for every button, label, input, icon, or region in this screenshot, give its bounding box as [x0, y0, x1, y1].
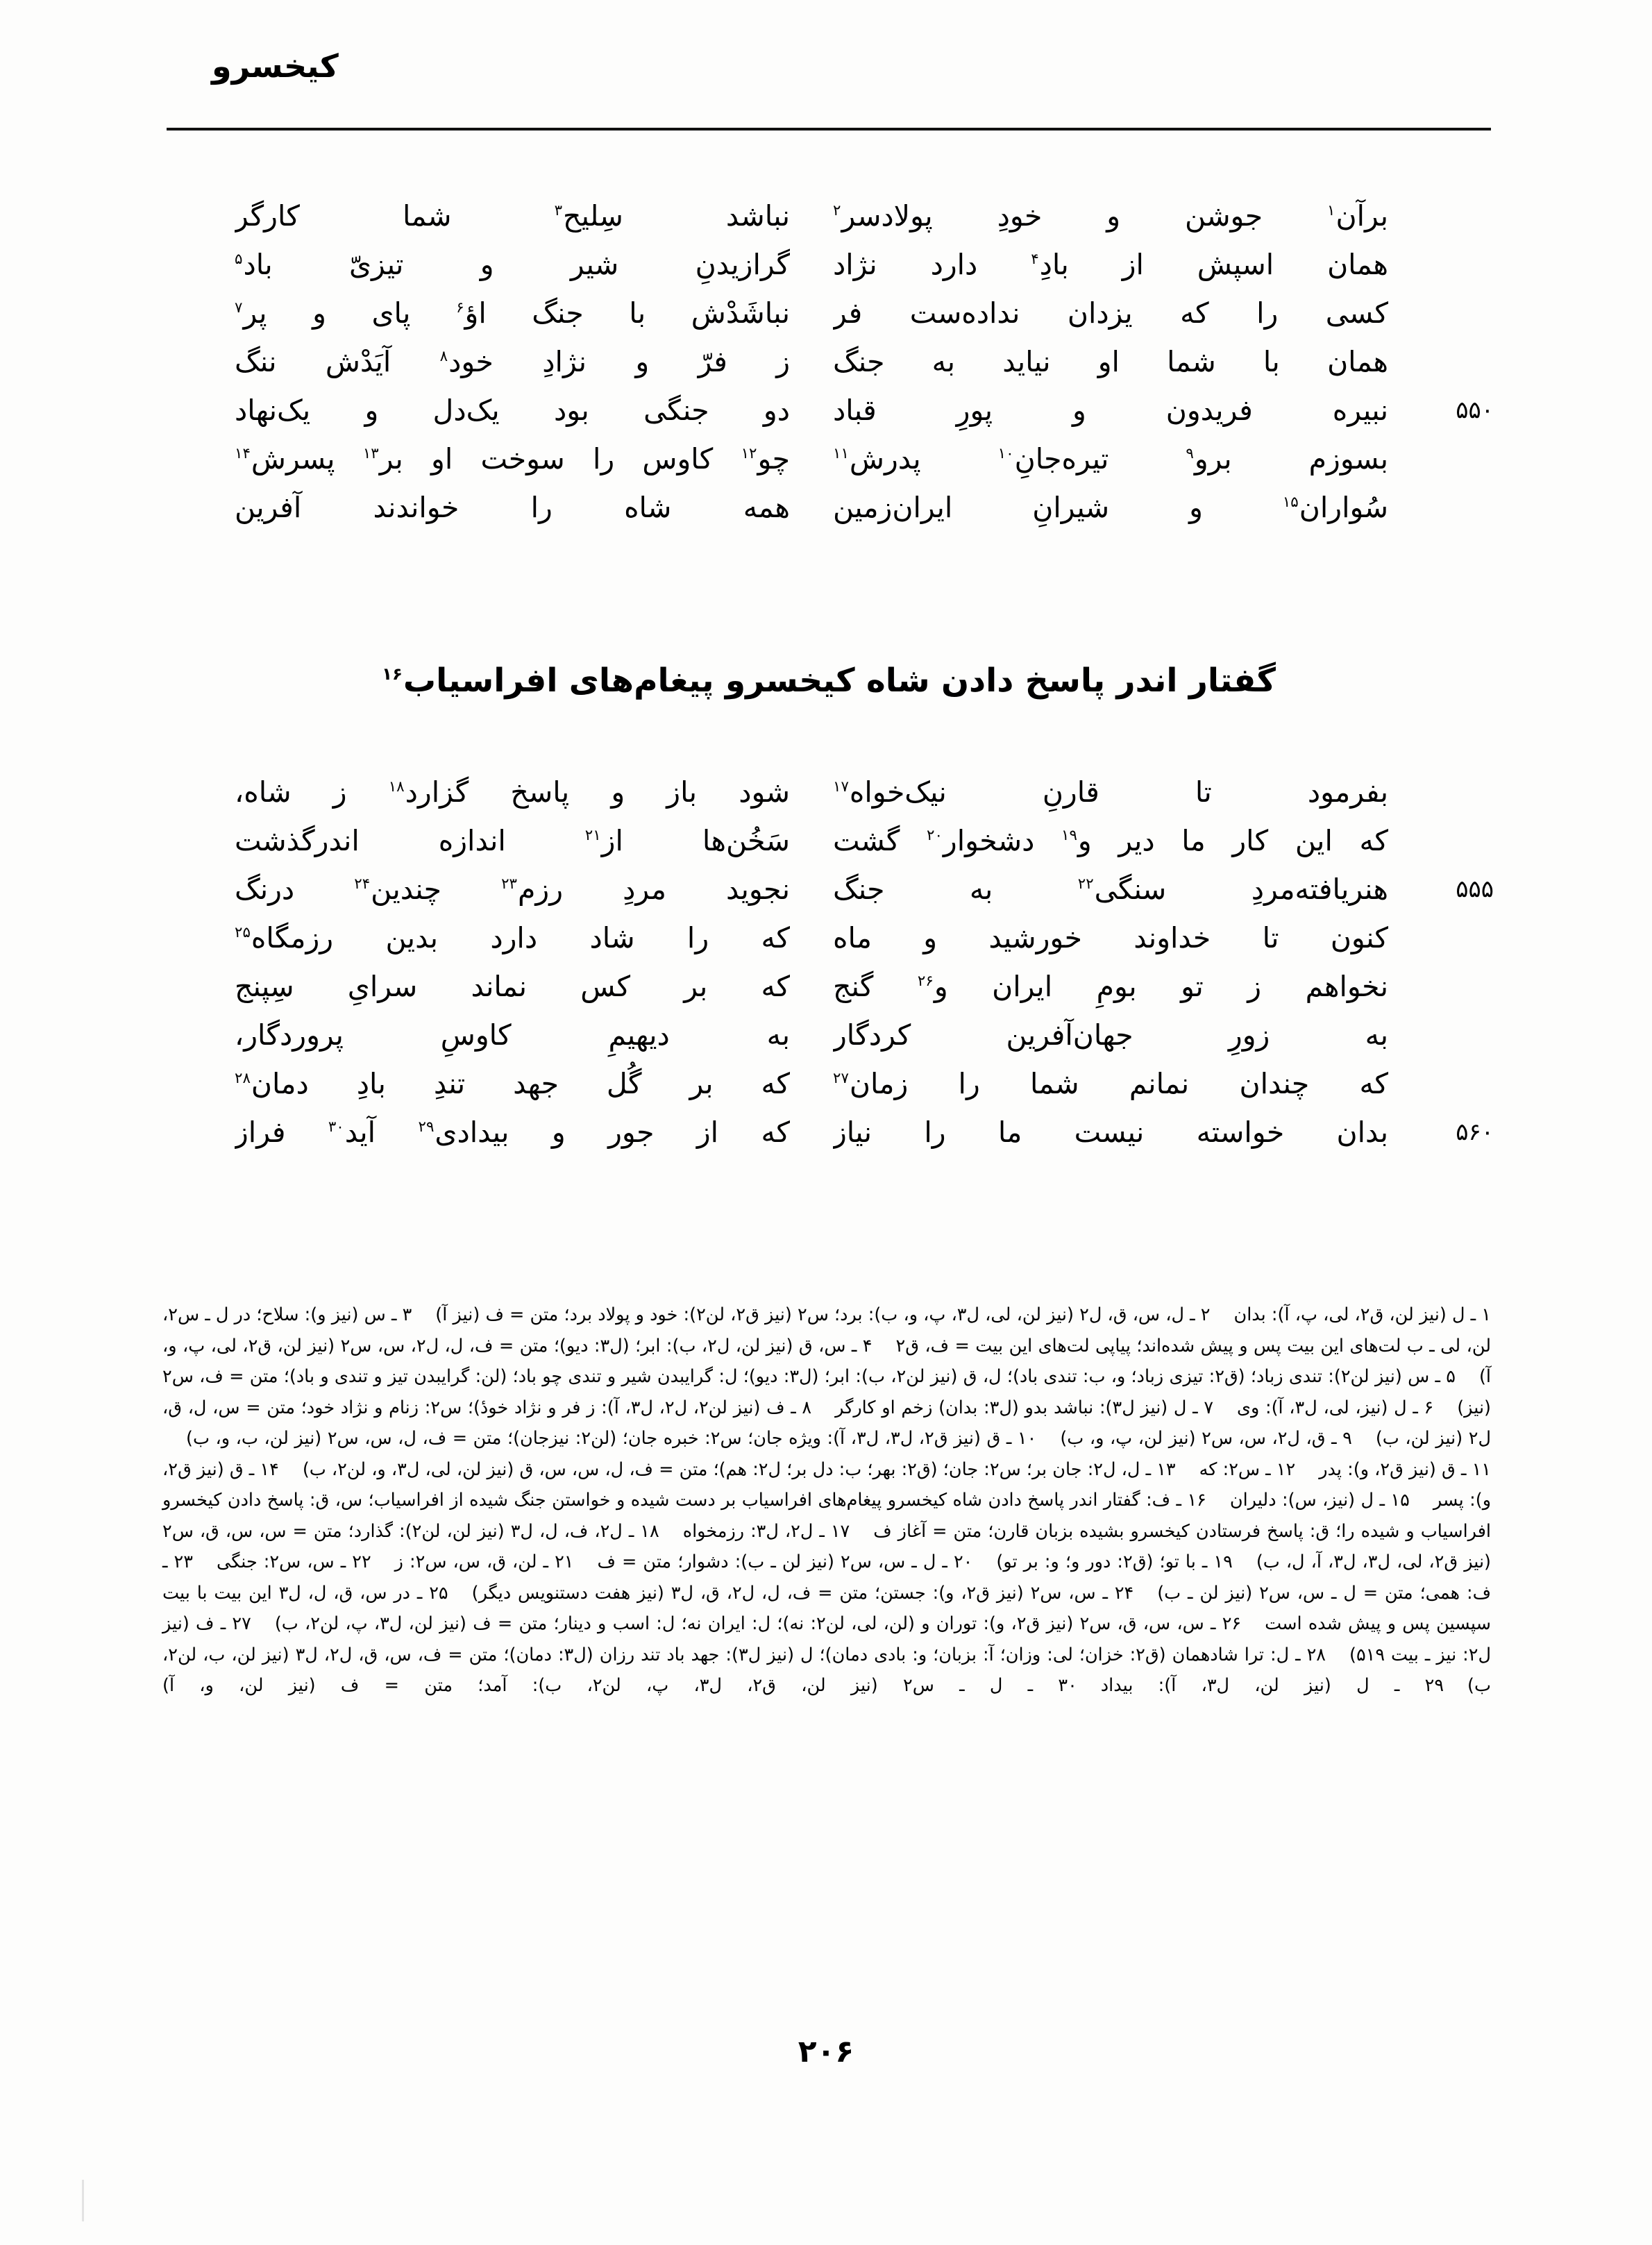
hemistich-left — [235, 914, 790, 962]
hemistich-text: که این کار ما دیر و — [1077, 824, 1388, 857]
couplet-row — [167, 386, 1494, 435]
couplet-row — [167, 483, 1491, 532]
hemistich-text: نجوید مردِ رزم — [518, 873, 790, 906]
footnote-marker: ۵ — [235, 251, 243, 269]
footnote-marker: ۲۹ — [418, 1118, 435, 1136]
hemistich-right — [833, 816, 1388, 865]
hemistich-text: که بر گُل جهد تندِ بادِ دمان — [251, 1067, 790, 1100]
verse-number: ۵۵۰ — [1456, 396, 1494, 424]
footnote-marker: ۱۸ — [388, 778, 405, 796]
footnote-marker: ۹ — [1186, 445, 1194, 463]
couplet-row — [167, 962, 1491, 1011]
footnote-marker: ۲۸ — [235, 1070, 251, 1088]
running-head-container — [160, 49, 1492, 84]
hemistich-text: گشت — [833, 824, 927, 857]
section-heading-text: گفتار اندر پاسخ دادن شاه کیخسرو پیغام‌های افراسیاب — [403, 662, 1276, 700]
footnote-marker: ۲۱ — [584, 827, 601, 845]
footnote-gap — [193, 1547, 217, 1578]
hemistich-text: نباشَدْش با جنگ اؤ — [464, 296, 790, 330]
hemistich-text: بسوزم برو — [1194, 442, 1388, 476]
couplet-row — [167, 865, 1494, 914]
footnote-marker: ۱۰ — [997, 445, 1014, 463]
footnote-gap — [1213, 1393, 1237, 1424]
hemistich-text: دشخوار — [943, 824, 1061, 857]
footnote-entry: ۲ ـ ل، س، ق، ل۲ (نیز لن، لی، ل۳، پ، و، ب): برد؛ س۲ (نیز ق۲، لن۲): خود و پولاد برد؛ متن = ف (نیز آ) — [435, 1304, 1211, 1325]
footnote-marker: ۷ — [235, 299, 243, 317]
footnote-entry: ۱ ـ ل (نیز لن، ق۲، لی، پ، آ): بدان — [1233, 1304, 1491, 1325]
hemistich-right — [833, 289, 1388, 337]
hemistich-text: نباشد سِلیح — [563, 199, 790, 233]
verse-block-1 — [167, 192, 1494, 532]
hemistich-text: همه شاه را خواندند آفرین — [235, 491, 790, 524]
couplet-row — [167, 1108, 1494, 1157]
footnote-entry: ۱۳ ـ ل، ل۲: جان بر؛ س۲: جان؛ (ق۲: بهر؛ ب: دل بر؛ ل۲: هم)؛ متن = ف، ل، س، س، ق (نیز لن، لی، ل۳، و، لن۲، ب) — [302, 1458, 1176, 1480]
hemistich-right — [833, 192, 1388, 240]
hemistich-left — [235, 192, 790, 240]
footnote-marker: ۱۷ — [833, 778, 849, 796]
footnote-marker: ۱۱ — [833, 445, 849, 463]
couplet-row — [167, 1011, 1491, 1059]
footnote-gap — [448, 1578, 472, 1609]
footnote-entry: ۱۱ ـ ق (نیز ق۲، و): پدر — [1319, 1458, 1491, 1480]
hemistich-text: کاوس را سوخت او بر — [379, 442, 741, 476]
footnote-marker: ۱۵ — [1282, 494, 1299, 512]
footnote-gap — [850, 1516, 873, 1547]
verse-block-2 — [167, 768, 1494, 1157]
footnote-entry: ۶ ـ ل (نیز، لی، ل۳، آ): وی — [1237, 1397, 1434, 1418]
hemistich-right — [833, 337, 1388, 386]
hemistich-text: کنون تا خداوند خورشید و ماه — [833, 921, 1388, 955]
footnote-marker: ۱ — [1327, 202, 1335, 220]
footnote-entry: ۱۲ ـ س۲: که — [1199, 1458, 1296, 1480]
hemistich-text: نخواهم ز تو بومِ ایران و — [934, 970, 1388, 1003]
hemistich-text: پسرش — [251, 442, 363, 476]
hemistich-left — [235, 240, 790, 289]
footnote-gap — [811, 1393, 835, 1424]
footnote-entry: ۳۰ ـ ل ـ س۲ (نیز لن، ق۲، ل۳، پ، لن۲، ب): آمد؛ متن = ف (نیز لن، و، آ) — [162, 1675, 1077, 1696]
footnote-entry: ۲۶ ـ س، س، ق، س۲ (نیز ق۲، و): توران و (لن، لی، لن۲: نه)؛ ل: ایران نه؛ ل: اسب و دینار؛ متن = ف (نیز لن، ل۳، پ، لن۲، ب) — [274, 1613, 1242, 1634]
footnote-gap — [1210, 1300, 1233, 1331]
footnote-gap — [573, 1547, 597, 1578]
footnote-entry: ۲۸ ـ ل: ترا شادهمان (ق۲: خزان؛ لی: وزان؛ آ: بزبان؛ و: بادی دمان)؛ ل (نیز ل۳): جهد باد تند رزان (ل۳: دمان)؛ متن = ف، س، ق، ل۲، ل۳ (نیز لن، ب، لن۲، ب) — [162, 1644, 1491, 1696]
footnote-entry: ۱۷ ـ ل۲، ل۳: رزمخواه — [682, 1520, 850, 1542]
footnote-marker: ۲ — [833, 202, 841, 220]
hemistich-left — [235, 1059, 790, 1108]
hemistich-right — [833, 1059, 1388, 1108]
hemistich-left — [235, 386, 790, 435]
footnote-marker: ۲۳ — [501, 875, 518, 893]
footnote-marker: ۱۴ — [235, 445, 251, 463]
hemistich-left — [235, 289, 790, 337]
hemistich-text: دارد نژاد — [833, 248, 1031, 281]
section-heading-footnote-marker: ۱۶ — [382, 664, 403, 684]
hemistich-text: همان با شما او نیاید به جنگ — [833, 345, 1388, 378]
hemistich-text: درنگ — [235, 873, 355, 906]
hemistich-right — [833, 865, 1388, 914]
hemistich-text: برآن — [1335, 199, 1388, 233]
footnote-gap — [1077, 1670, 1101, 1701]
scan-edge-artifact — [82, 2180, 84, 2221]
hemistich-text: دو جنگی بود یک‌دل و یک‌نهاد — [235, 394, 790, 427]
hemistich-text: بدان خواسته نیست ما را نیاز — [833, 1116, 1388, 1149]
footnote-marker: ۶ — [456, 299, 464, 317]
footnote-entry: ۱۸ ـ ل۲، ف، ل، ل۳ (نیز لن، لن۲): گذارد؛ متن = س، س، ق، س۲ (نیز ق۲، لی، ل۳، ل۳، آ، ل، ب) — [162, 1520, 1492, 1572]
footnote-apparatus — [162, 1300, 1491, 1701]
footnote-entry: ۷ ـ ل (نیز ل۳): نباشد بدو (ل۳: بدان) زخم او کارگر — [835, 1397, 1214, 1418]
footnote-gap — [162, 1423, 186, 1454]
couplet-row — [167, 240, 1491, 289]
footnote-gap — [1295, 1454, 1319, 1486]
footnote-entry: ۴ ـ س، ق (نیز لن، ل۲، ب): ابر؛ (ل۳: دیو)؛ متن = ف، ل، ل۲، س، س۲ (نیز لن، ق۲، لی، پ، و، آ) — [162, 1335, 1491, 1387]
hemistich-text: ز فرّ و نژادِ خود — [448, 345, 790, 378]
footnote-marker: ۲۶ — [917, 973, 934, 991]
hemistich-text: آید — [344, 1116, 419, 1149]
footnote-entry: ۲۷ ـ ف (نیز ل۲: نیز ـ بیت ۵۱۹) — [162, 1613, 1492, 1665]
footnote-entry: ۲۳ ـ ف: همی؛ متن = ل ـ س، س۲ (نیز لن ـ ب) — [162, 1552, 1492, 1604]
footnote-entry: ۲۴ ـ س، س۲ (نیز ق۲، و): جستن؛ متن = ف، ل، ل۲، ق، ل۳ (نیز هفت دستنویس دیگر) — [471, 1582, 1134, 1604]
hemistich-text: همان اسپش از بادِ — [1039, 248, 1388, 281]
hemistich-text: به جنگ — [833, 873, 1078, 906]
header-divider-rule — [167, 128, 1491, 131]
couplet-row — [167, 768, 1491, 816]
hemistich-text: فراز — [235, 1116, 328, 1149]
hemistich-right — [833, 386, 1388, 435]
hemistich-text: جوشن و خودِ پولادسر — [841, 199, 1327, 233]
hemistich-text: نبیره فریدون و پورِ قباد — [833, 394, 1388, 427]
hemistich-text: شود باز و پاسخ گزارد — [405, 775, 790, 809]
footnote-marker: ۲۰ — [927, 827, 943, 845]
hemistich-text: شما کارگر — [235, 199, 555, 233]
hemistich-right — [833, 435, 1388, 483]
couplet-row — [167, 816, 1491, 865]
footnote-entry: ۱۵ ـ ل (نیز، س): دلیران — [1229, 1490, 1410, 1511]
section-heading — [167, 661, 1491, 702]
footnote-gap — [659, 1516, 683, 1547]
footnote-gap — [279, 1454, 303, 1486]
footnote-gap — [1433, 1393, 1457, 1424]
footnote-marker: ۱۹ — [1061, 827, 1077, 845]
hemistich-text: آیَدْش ننگ — [235, 345, 440, 378]
hemistich-text: اندازه اندرگذشت — [235, 824, 585, 857]
footnote-gap — [1241, 1608, 1265, 1640]
hemistich-text: بفرمود تا قارنِ نیک‌خواه — [849, 775, 1388, 809]
footnote-gap — [1176, 1454, 1199, 1486]
footnote-gap — [371, 1547, 395, 1578]
footnote-entry: ۳ ـ س (نیز و): سلاح؛ در ل ـ س۲، لن، لی ـ ب لت‌های این بیت پس و پیش شده‌اند؛ پیاپی لت‌های این بیت = ف، ق۲ — [162, 1304, 1491, 1356]
footnote-gap — [1410, 1485, 1433, 1516]
hemistich-right — [833, 962, 1388, 1011]
footnote-marker: ۳ — [554, 202, 563, 220]
hemistich-text: به دیهیمِ کاوسِ پروردگار، — [235, 1018, 790, 1052]
footnote-entry: ۹ ـ ق، ل۲، س، س۲ (نیز لن، پ، و، ب) — [1060, 1428, 1352, 1449]
hemistich-text: به زورِ جهان‌آفرین کردگار — [833, 1018, 1388, 1052]
footnote-marker: ۱۳ — [362, 445, 379, 463]
footnote-marker: ۲۲ — [1077, 875, 1094, 893]
hemistich-text: که چندان نمانم شما را زمان — [849, 1067, 1388, 1100]
footnote-gap — [1036, 1423, 1060, 1454]
footnote-entry: ۲۰ ـ ل ـ س، س۲ (نیز لن ـ ب): دشوار؛ متن = ف — [597, 1552, 973, 1572]
hemistich-right — [833, 768, 1388, 816]
footnote-entry: ۱۴ ـ ق (نیز ق۲، و): پسر — [162, 1458, 1492, 1511]
footnote-marker: ۲۷ — [833, 1070, 849, 1088]
hemistich-left — [235, 962, 790, 1011]
verse-number: ۵۶۰ — [1456, 1118, 1494, 1146]
footnote-marker: ۲۴ — [354, 875, 371, 893]
verse-number: ۵۵۵ — [1456, 875, 1494, 903]
footnote-gap — [1456, 1361, 1479, 1393]
hemistich-text: که از جور و بیدادی — [435, 1116, 790, 1149]
hemistich-right — [833, 483, 1388, 532]
footnote-gap — [1326, 1640, 1349, 1671]
footnote-entry: ۲۲ ـ س، س۲: جنگی — [216, 1552, 371, 1572]
footnote-entry: ۲۵ ـ در س، ق، ل، ل۳ این بیت با بیت سپسین پس و پیش شده است — [162, 1582, 1491, 1634]
footnote-entry: ۵ ـ س (نیز لن۲): تندی زباد؛ (ق۲: تیزی زباد؛ و، ب: تندی باد)؛ ل، ق (نیز لن۲، ب): ابر؛ (ل۳: دیو)؛ ل: گرایبدن شیر و تندی چو باد؛ (لن: گرایبدن تیز و تندی و باد)؛ متن = ف، س۲ (نیز) — [162, 1366, 1491, 1418]
footnote-marker: ۳۰ — [328, 1118, 344, 1136]
footnote-gap — [873, 1331, 896, 1362]
page-number: ۲۰۶ — [798, 2034, 854, 2069]
couplet-row — [167, 435, 1491, 483]
footnote-entry: ۲۱ ـ لن، ق، س، س۲: ز — [394, 1552, 574, 1572]
hemistich-text: تیره‌جانِ — [1014, 442, 1186, 476]
footnote-marker: ۱۲ — [741, 445, 757, 463]
hemistich-left — [235, 435, 790, 483]
hemistich-text: سَخُن‌ها از — [601, 824, 790, 857]
running-head-title: کیخسرو — [212, 47, 339, 85]
hemistich-text: که بر کس نماند سرایِ سِپنج — [235, 970, 790, 1003]
hemistich-left — [235, 816, 790, 865]
footnote-gap — [1233, 1547, 1256, 1578]
hemistich-left — [235, 337, 790, 386]
footnote-gap — [1352, 1423, 1376, 1454]
footnote-gap — [1206, 1485, 1230, 1516]
footnote-marker: ۸ — [439, 348, 448, 366]
footnote-marker: ۲۵ — [235, 924, 251, 942]
hemistich-text: گنج — [833, 970, 918, 1003]
hemistich-text: ز شاه، — [235, 775, 389, 809]
hemistich-text: و شیرانِ ایران‌زمین — [833, 491, 1283, 524]
footnote-gap — [412, 1300, 435, 1331]
hemistich-text: سُواران — [1299, 491, 1388, 524]
footnote-entry: ۱۶ ـ ف: گفتار اندر پاسخ دادن شاه کیخسرو پیغام‌های افراسیاب بر دست شیده و خواستن جنگ شیده از افراسیاب؛ س، ق: پاسخ دادن کیخسرو افراسیاب و شیده را؛ ق: پاسخ فرستادن کیخسرو بشیده بزبان قارن؛ متن = آغاز ف — [162, 1490, 1491, 1542]
hemistich-text: پدرش — [849, 442, 998, 476]
footnote-entry: ۱۰ ـ ق (نیز ق۲، ل۳، ل۳، آ): ویژه جان؛ س۲: خبره جان؛ (لن۲: نیزجان)؛ متن = ف، ل، س، س۲ (نیز لن، ب، و، ب) — [186, 1428, 1037, 1449]
couplet-row — [167, 1059, 1491, 1108]
footnote-entry: ۱۹ ـ با تو؛ (ق۲: دور و؛ و: بر تو) — [996, 1552, 1233, 1572]
hemistich-right — [833, 1108, 1388, 1157]
hemistich-text: چو — [757, 442, 790, 476]
couplet-row — [167, 337, 1491, 386]
couplet-row — [167, 192, 1491, 240]
footnote-gap — [251, 1608, 275, 1640]
footnote-marker: ۴ — [1031, 251, 1039, 269]
hemistich-text: گرازیدنِ شیر و تیزیّ باد — [243, 248, 790, 281]
hemistich-left — [235, 1108, 790, 1157]
footnote-gap — [972, 1547, 996, 1578]
couplet-row — [167, 289, 1491, 337]
couplet-row — [167, 914, 1491, 962]
hemistich-right — [833, 1011, 1388, 1059]
hemistich-text: پای و پر — [243, 296, 457, 330]
hemistich-right — [833, 914, 1388, 962]
hemistich-text: چندین — [371, 873, 502, 906]
footnote-gap — [1444, 1670, 1467, 1701]
hemistich-left — [235, 768, 790, 816]
hemistich-left — [235, 865, 790, 914]
hemistich-left — [235, 1011, 790, 1059]
hemistich-right — [833, 240, 1388, 289]
hemistich-text: هنریافته‌مردِ سنگی — [1094, 873, 1388, 906]
hemistich-left — [235, 483, 790, 532]
footnote-entry: ۲۹ ـ ل (نیز لن، ل۳، آ): بیداد — [1100, 1675, 1444, 1696]
footnote-gap — [1133, 1578, 1157, 1609]
hemistich-text: که را شاد دارد بدین رزمگاه — [251, 921, 790, 955]
footnote-entry: ۸ ـ ف (نیز لن۲، ل۲، ل۳، آ): ز فر و نژاد خودٔ)؛ س۲: زنام و نژاد خود؛ متن = س، ل، ق، ل۲ (نیز لن، ب) — [162, 1397, 1491, 1449]
hemistich-text: کسی را که یزدان نداده‌ست فر — [833, 296, 1388, 330]
